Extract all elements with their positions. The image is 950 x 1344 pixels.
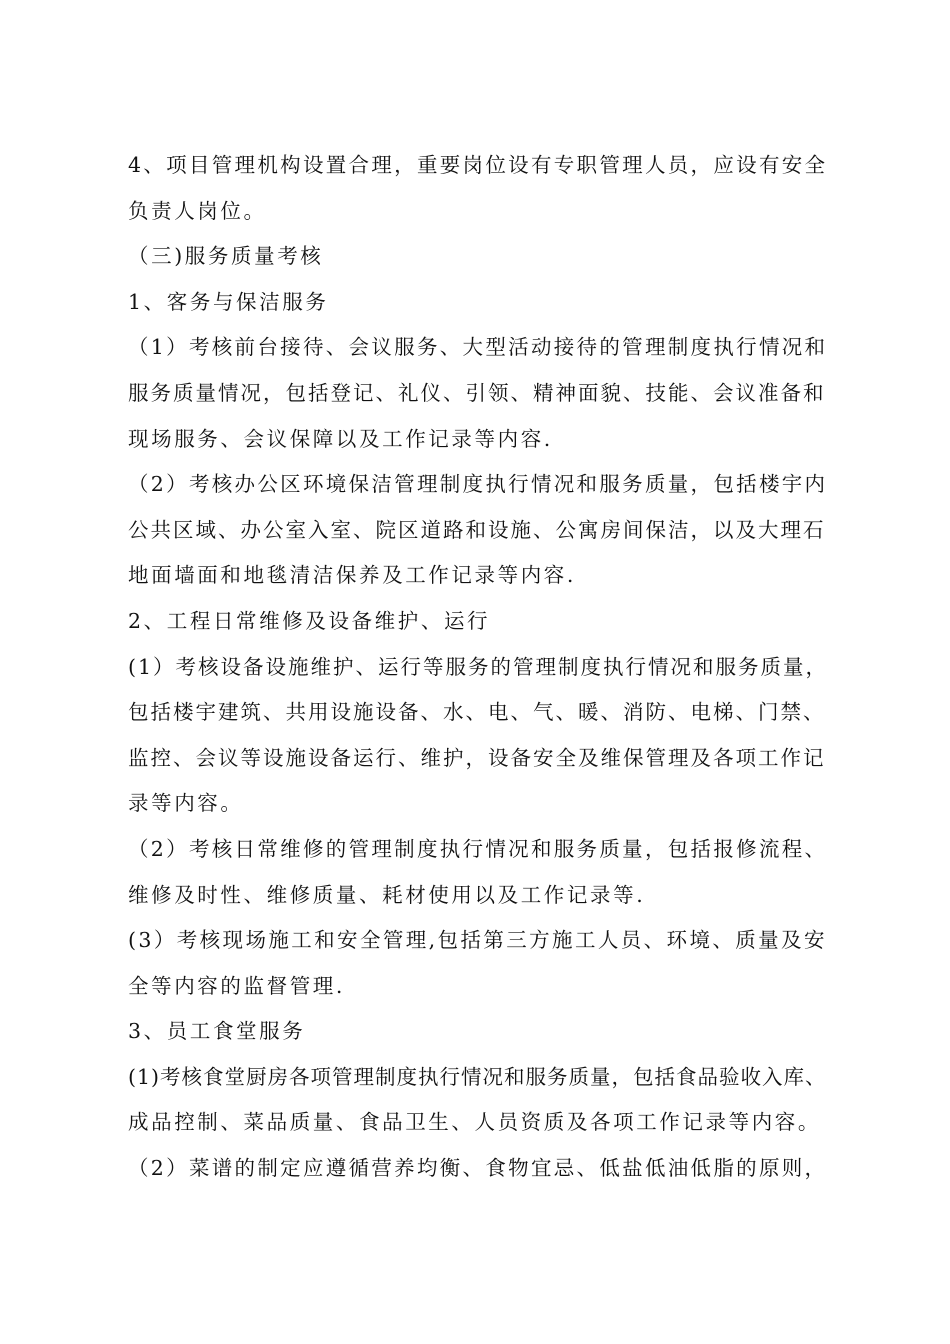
- text-line: 全等内容的监督管理.: [128, 973, 346, 998]
- subsection-heading: 3、员工食堂服务: [128, 1019, 306, 1044]
- document-body: [128, 143, 828, 1192]
- text-line: （2）考核办公区环境保洁管理制度执行情况和服务质量，包括楼宇内: [128, 472, 828, 497]
- text-line: 现场服务、会议保障以及工作记录等内容.: [128, 426, 553, 451]
- text-line: (1)考核食堂厨房各项管理制度执行情况和服务质量，包括食品验收入库、: [128, 1064, 827, 1089]
- text-line: （2）考核日常维修的管理制度执行情况和服务质量，包括报修流程、: [128, 836, 828, 861]
- text-line: 4、项目管理机构设置合理，重要岗位设有专职管理人员，应设有安全: [128, 153, 828, 177]
- text-line: 地面墙面和地毯清洁保养及工作记录等内容.: [128, 563, 577, 588]
- text-line: 负责人岗位。: [128, 198, 267, 223]
- text-line: 公共区域、办公室入室、院区道路和设施、公寓房间保洁，以及大理石: [128, 517, 826, 542]
- section-heading: （三)服务质量考核: [128, 244, 324, 269]
- text-line: 成品控制、菜品质量、食品卫生、人员资质及各项工作记录等内容。: [128, 1110, 821, 1135]
- text-line: （2）菜谱的制定应遵循营养均衡、食物宜忌、低盐低油低脂的原则，: [128, 1156, 828, 1181]
- text-line: (3）考核现场施工和安全管理,包括第三方施工人员、环境、质量及安: [128, 928, 827, 953]
- text-line: 维修及时性、维修质量、耗材使用以及工作记录等.: [128, 882, 646, 907]
- text-line: 录等内容。: [128, 791, 244, 816]
- subsection-heading: 2、工程日常维修及设备维护、运行: [128, 608, 491, 633]
- text-line: 服务质量情况，包括登记、礼仪、引领、精神面貌、技能、会议准备和: [128, 380, 826, 405]
- text-line: (1）考核设备设施维护、运行等服务的管理制度执行情况和服务质量，: [128, 654, 829, 679]
- text-line: 包括楼宇建筑、共用设施设备、水、电、气、暖、消防、电梯、门禁、: [128, 700, 826, 725]
- text-line: （1）考核前台接待、会议服务、大型活动接待的管理制度执行情况和: [128, 335, 828, 360]
- subsection-heading: 1、客务与保洁服务: [128, 289, 329, 314]
- text-line: 监控、会议等设施设备运行、维护，设备安全及维保管理及各项工作记: [128, 745, 826, 770]
